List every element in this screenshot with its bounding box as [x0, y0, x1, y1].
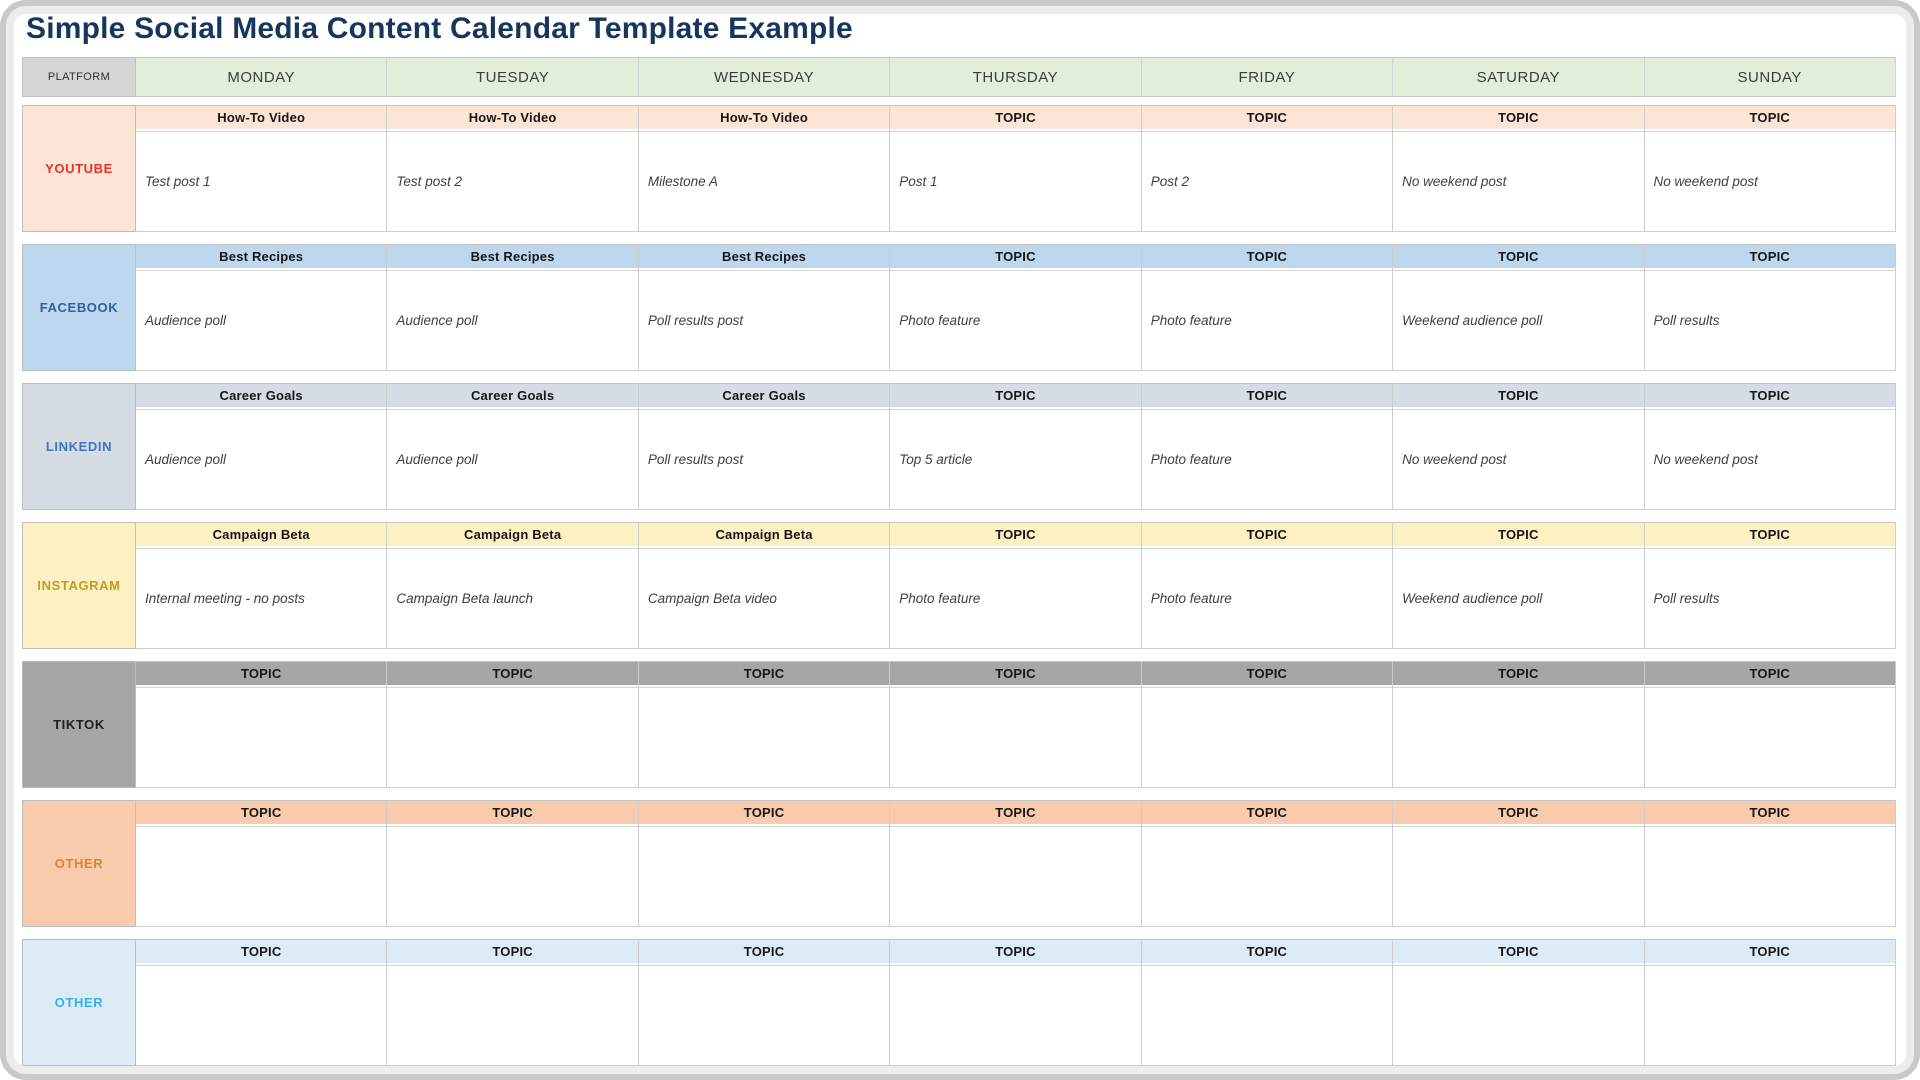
- content-cell[interactable]: [136, 270, 386, 371]
- day-columns: [136, 661, 1896, 788]
- content-cell[interactable]: [639, 826, 889, 927]
- platform-cell: [22, 105, 136, 232]
- topic-cell[interactable]: [1142, 383, 1392, 409]
- post-text: Photo feature: [1150, 452, 1232, 467]
- content-cell[interactable]: [890, 548, 1140, 649]
- topic-label: TOPIC: [1246, 388, 1288, 403]
- day-column: [387, 800, 638, 927]
- post-text: No weekend post: [1653, 452, 1758, 467]
- topic-label: Best Recipes: [722, 249, 807, 264]
- day-column: [1393, 105, 1644, 232]
- platform-cell: [22, 661, 136, 788]
- content-cell[interactable]: [1645, 687, 1895, 788]
- platform-cell: [22, 244, 136, 371]
- content-cell[interactable]: [1142, 131, 1392, 232]
- topic-label: TOPIC: [995, 527, 1036, 542]
- topic-cell[interactable]: [1645, 939, 1895, 965]
- topic-label: TOPIC: [1498, 527, 1539, 542]
- content-cell[interactable]: [1393, 409, 1643, 510]
- content-cell[interactable]: [387, 826, 637, 927]
- content-cell[interactable]: [890, 270, 1140, 371]
- content-cell[interactable]: [387, 687, 637, 788]
- topic-label: TOPIC: [1749, 666, 1790, 681]
- topic-label: TOPIC: [995, 110, 1036, 125]
- post-text: Weekend audience poll: [1402, 591, 1543, 606]
- day-header-cell: THURSDAY: [890, 57, 1141, 97]
- post-text: Photo feature: [899, 313, 981, 328]
- topic-label: TOPIC: [1749, 249, 1790, 264]
- post-text: Audience poll: [145, 452, 227, 467]
- post-text: Campaign Beta video: [647, 591, 777, 606]
- platform-row: [22, 800, 1896, 927]
- topic-label: TOPIC: [1749, 110, 1790, 125]
- topic-cell[interactable]: [639, 939, 889, 965]
- topic-cell[interactable]: [639, 800, 889, 826]
- page-title: Simple Social Media Content Calendar Template Example: [26, 11, 853, 45]
- day-column: [136, 939, 387, 1066]
- platform-label: TIKTOK: [53, 717, 105, 732]
- topic-cell[interactable]: [136, 661, 386, 687]
- topic-cell[interactable]: [1142, 522, 1392, 548]
- day-column: [639, 522, 890, 649]
- topic-label: How-To Video: [468, 110, 557, 125]
- post-text: Poll results post: [647, 452, 744, 467]
- platform-row: [22, 244, 1896, 371]
- content-cell[interactable]: [1393, 687, 1643, 788]
- topic-cell[interactable]: [387, 522, 637, 548]
- content-cell[interactable]: [639, 270, 889, 371]
- post-text: Poll results: [1653, 313, 1720, 328]
- platform-label: OTHER: [54, 856, 104, 871]
- topic-cell[interactable]: [1142, 105, 1392, 131]
- day-column: [1645, 105, 1896, 232]
- day-column: [136, 244, 387, 371]
- topic-cell[interactable]: [890, 383, 1140, 409]
- topic-cell[interactable]: [1142, 800, 1392, 826]
- topic-label: TOPIC: [492, 666, 533, 681]
- content-cell[interactable]: [890, 826, 1140, 927]
- platform-row: [22, 105, 1896, 232]
- topic-label: Best Recipes: [219, 249, 304, 264]
- day-column: [1393, 800, 1644, 927]
- topic-label: Career Goals: [470, 388, 555, 403]
- topic-cell[interactable]: [387, 939, 637, 965]
- content-cell[interactable]: [1645, 270, 1895, 371]
- topic-cell[interactable]: [639, 105, 889, 131]
- day-column: [1142, 244, 1393, 371]
- topic-label: TOPIC: [1246, 110, 1288, 125]
- topic-label: TOPIC: [240, 805, 282, 820]
- day-columns: [136, 939, 1896, 1066]
- day-column: [890, 800, 1141, 927]
- day-column: [387, 244, 638, 371]
- platform-cell: [22, 522, 136, 649]
- day-column: [136, 800, 387, 927]
- topic-label: TOPIC: [743, 805, 785, 820]
- topic-label: Campaign Beta: [715, 527, 813, 542]
- topic-label: TOPIC: [492, 805, 533, 820]
- content-cell[interactable]: [387, 965, 637, 1066]
- post-text: Photo feature: [899, 591, 981, 606]
- content-cell[interactable]: [639, 409, 889, 510]
- topic-label: TOPIC: [1498, 666, 1539, 681]
- post-text: Weekend audience poll: [1402, 313, 1543, 328]
- day-column: [1142, 661, 1393, 788]
- post-text: No weekend post: [1653, 174, 1758, 189]
- topic-cell[interactable]: [387, 105, 637, 131]
- content-cell[interactable]: [1142, 409, 1392, 510]
- topic-cell[interactable]: [1645, 800, 1895, 826]
- post-text: Post 1: [899, 174, 938, 189]
- topic-cell[interactable]: [136, 383, 386, 409]
- topic-cell[interactable]: [1393, 522, 1643, 548]
- topic-cell[interactable]: [890, 800, 1140, 826]
- topic-cell[interactable]: [1393, 244, 1643, 270]
- topic-cell[interactable]: [136, 522, 386, 548]
- topic-label: TOPIC: [995, 388, 1036, 403]
- topic-cell[interactable]: [1142, 244, 1392, 270]
- day-header-cell: MONDAY: [136, 57, 387, 97]
- calendar-table: [22, 57, 1896, 1066]
- day-column: [1645, 661, 1896, 788]
- topic-label: TOPIC: [1246, 249, 1288, 264]
- platform-row: [22, 661, 1896, 788]
- platform-row: [22, 383, 1896, 510]
- topic-label: Career Goals: [722, 388, 806, 403]
- topic-cell[interactable]: [387, 244, 637, 270]
- day-column: [136, 383, 387, 510]
- day-column: [1645, 800, 1896, 927]
- day-column: [1142, 383, 1393, 510]
- topic-label: TOPIC: [1246, 805, 1288, 820]
- topic-cell[interactable]: [136, 244, 386, 270]
- content-cell[interactable]: [639, 131, 889, 232]
- topic-cell[interactable]: [1393, 383, 1643, 409]
- post-text: Poll results post: [647, 313, 744, 328]
- topic-label: TOPIC: [743, 666, 785, 681]
- content-cell[interactable]: [1142, 687, 1392, 788]
- day-column: [890, 383, 1141, 510]
- content-cell[interactable]: [136, 548, 386, 649]
- topic-label: TOPIC: [1749, 805, 1790, 820]
- content-cell[interactable]: [1142, 826, 1392, 927]
- platform-row: [22, 939, 1896, 1066]
- post-text: Photo feature: [1150, 313, 1232, 328]
- title-bar: [0, 0, 1920, 57]
- platform-label: YOUTUBE: [45, 161, 113, 176]
- topic-cell[interactable]: [1393, 800, 1643, 826]
- topic-label: TOPIC: [1246, 527, 1288, 542]
- topic-cell[interactable]: [387, 661, 637, 687]
- post-text: Milestone A: [647, 174, 718, 189]
- topic-cell[interactable]: [1645, 661, 1895, 687]
- day-column: [639, 939, 890, 1066]
- topic-cell[interactable]: [639, 383, 889, 409]
- day-columns: [136, 800, 1896, 927]
- day-column: [890, 661, 1141, 788]
- day-columns: [136, 383, 1896, 510]
- post-text: Post 2: [1150, 174, 1189, 189]
- content-cell[interactable]: [1645, 409, 1895, 510]
- platform-cell: [22, 939, 136, 1066]
- content-cell[interactable]: [1645, 965, 1895, 1066]
- day-header-cell: SATURDAY: [1393, 57, 1644, 97]
- topic-cell[interactable]: [890, 244, 1140, 270]
- topic-label: TOPIC: [995, 666, 1036, 681]
- content-cell[interactable]: [639, 687, 889, 788]
- topic-label: TOPIC: [743, 944, 785, 959]
- topic-label: TOPIC: [1749, 527, 1790, 542]
- day-column: [1393, 522, 1644, 649]
- topic-label: TOPIC: [1498, 944, 1539, 959]
- post-text: Test post 2: [396, 174, 462, 189]
- platform-label: FACEBOOK: [39, 300, 119, 315]
- topic-cell[interactable]: [1393, 939, 1643, 965]
- topic-cell[interactable]: [1645, 522, 1895, 548]
- topic-label: TOPIC: [240, 666, 282, 681]
- day-columns: [136, 105, 1896, 232]
- day-column: [1142, 105, 1393, 232]
- content-cell[interactable]: [387, 131, 637, 232]
- day-column: [890, 244, 1141, 371]
- day-column: [1645, 522, 1896, 649]
- post-text: Poll results: [1653, 591, 1720, 606]
- post-text: Audience poll: [396, 313, 478, 328]
- day-column: [1645, 383, 1896, 510]
- topic-label: How-To Video: [720, 110, 808, 125]
- content-cell[interactable]: [890, 965, 1140, 1066]
- topic-label: TOPIC: [240, 944, 282, 959]
- topic-cell[interactable]: [136, 939, 386, 965]
- topic-cell[interactable]: [890, 939, 1140, 965]
- platform-corner-cell: PLATFORM: [22, 57, 136, 97]
- content-cell[interactable]: [639, 965, 889, 1066]
- day-column: [1393, 661, 1644, 788]
- content-cell[interactable]: [1142, 548, 1392, 649]
- content-cell[interactable]: [387, 270, 637, 371]
- content-cell[interactable]: [1645, 131, 1895, 232]
- content-cell[interactable]: [387, 409, 637, 510]
- day-column: [136, 661, 387, 788]
- topic-label: TOPIC: [995, 249, 1036, 264]
- day-columns: [136, 522, 1896, 649]
- topic-label: TOPIC: [1498, 110, 1539, 125]
- day-column: [1393, 244, 1644, 371]
- content-cell[interactable]: [136, 131, 386, 232]
- day-column: [639, 105, 890, 232]
- day-column: [639, 244, 890, 371]
- topic-label: TOPIC: [1498, 249, 1539, 264]
- post-text: Test post 1: [145, 174, 211, 189]
- day-column: [890, 105, 1141, 232]
- topic-cell[interactable]: [890, 661, 1140, 687]
- post-text: Top 5 article: [899, 452, 973, 467]
- content-cell[interactable]: [1393, 548, 1643, 649]
- topic-cell[interactable]: [1393, 661, 1643, 687]
- content-cell[interactable]: [136, 826, 386, 927]
- post-text: Audience poll: [145, 313, 227, 328]
- header-row: [22, 57, 1896, 97]
- topic-label: How-To Video: [217, 110, 306, 125]
- content-cell[interactable]: [136, 965, 386, 1066]
- topic-cell[interactable]: [136, 800, 386, 826]
- day-column: [136, 522, 387, 649]
- topic-cell[interactable]: [1142, 939, 1392, 965]
- day-column: [1142, 800, 1393, 927]
- topic-cell[interactable]: [1645, 244, 1895, 270]
- topic-label: TOPIC: [1498, 388, 1539, 403]
- day-column: [136, 105, 387, 232]
- topic-cell[interactable]: [387, 383, 637, 409]
- day-column: [387, 105, 638, 232]
- content-cell[interactable]: [890, 687, 1140, 788]
- topic-cell[interactable]: [890, 105, 1140, 131]
- day-column: [1142, 522, 1393, 649]
- content-cell[interactable]: [1645, 826, 1895, 927]
- content-cell[interactable]: [136, 409, 386, 510]
- content-cell[interactable]: [890, 131, 1140, 232]
- platform-label: INSTAGRAM: [37, 578, 121, 593]
- day-header-cell: WEDNESDAY: [639, 57, 890, 97]
- day-header-cell: SUNDAY: [1645, 57, 1896, 97]
- topic-cell[interactable]: [1142, 661, 1392, 687]
- day-column: [387, 383, 638, 510]
- day-column: [387, 661, 638, 788]
- topic-label: TOPIC: [1246, 944, 1288, 959]
- topic-cell[interactable]: [136, 105, 386, 131]
- topic-label: Career Goals: [219, 388, 303, 403]
- topic-label: TOPIC: [492, 944, 533, 959]
- topic-cell[interactable]: [1393, 105, 1643, 131]
- content-cell[interactable]: [1393, 826, 1643, 927]
- day-column: [890, 522, 1141, 649]
- content-cell[interactable]: [1142, 965, 1392, 1066]
- post-text: No weekend post: [1402, 174, 1507, 189]
- topic-cell[interactable]: [1645, 105, 1895, 131]
- topic-label: Campaign Beta: [464, 527, 562, 542]
- post-text: Internal meeting - no posts: [145, 591, 305, 606]
- content-cell[interactable]: [1645, 548, 1895, 649]
- topic-cell[interactable]: [639, 661, 889, 687]
- content-cell[interactable]: [639, 548, 889, 649]
- post-text: No weekend post: [1402, 452, 1507, 467]
- content-cell[interactable]: [890, 409, 1140, 510]
- topic-cell[interactable]: [639, 522, 889, 548]
- platform-label: LINKEDIN: [45, 439, 113, 454]
- topic-label: TOPIC: [1498, 805, 1539, 820]
- day-column: [387, 522, 638, 649]
- post-text: Photo feature: [1150, 591, 1232, 606]
- topic-cell[interactable]: [639, 244, 889, 270]
- day-columns: [136, 244, 1896, 371]
- topic-cell[interactable]: [1645, 383, 1895, 409]
- day-column: [1142, 939, 1393, 1066]
- day-column: [890, 939, 1141, 1066]
- content-cell[interactable]: [1393, 270, 1643, 371]
- content-cell[interactable]: [1393, 131, 1643, 232]
- topic-label: TOPIC: [1246, 666, 1288, 681]
- day-header-cell: TUESDAY: [387, 57, 638, 97]
- platform-cell: [22, 383, 136, 510]
- day-column: [639, 661, 890, 788]
- topic-label: Best Recipes: [470, 249, 555, 264]
- day-column: [1645, 244, 1896, 371]
- content-cell[interactable]: [136, 687, 386, 788]
- topic-label: Campaign Beta: [212, 527, 310, 542]
- day-header-cell: FRIDAY: [1142, 57, 1393, 97]
- topic-label: TOPIC: [1749, 944, 1790, 959]
- topic-label: TOPIC: [995, 944, 1036, 959]
- day-column: [639, 800, 890, 927]
- topic-cell[interactable]: [890, 522, 1140, 548]
- content-cell[interactable]: [1142, 270, 1392, 371]
- platform-label: OTHER: [54, 995, 104, 1010]
- topic-label: TOPIC: [995, 805, 1036, 820]
- content-cell[interactable]: [387, 548, 637, 649]
- topic-label: TOPIC: [1749, 388, 1790, 403]
- day-column: [387, 939, 638, 1066]
- day-column: [639, 383, 890, 510]
- content-cell[interactable]: [1393, 965, 1643, 1066]
- platform-row: [22, 522, 1896, 649]
- day-column: [1393, 383, 1644, 510]
- topic-cell[interactable]: [387, 800, 637, 826]
- post-text: Audience poll: [396, 452, 478, 467]
- platform-cell: [22, 800, 136, 927]
- day-column: [1393, 939, 1644, 1066]
- day-column: [1645, 939, 1896, 1066]
- post-text: Campaign Beta launch: [396, 591, 534, 606]
